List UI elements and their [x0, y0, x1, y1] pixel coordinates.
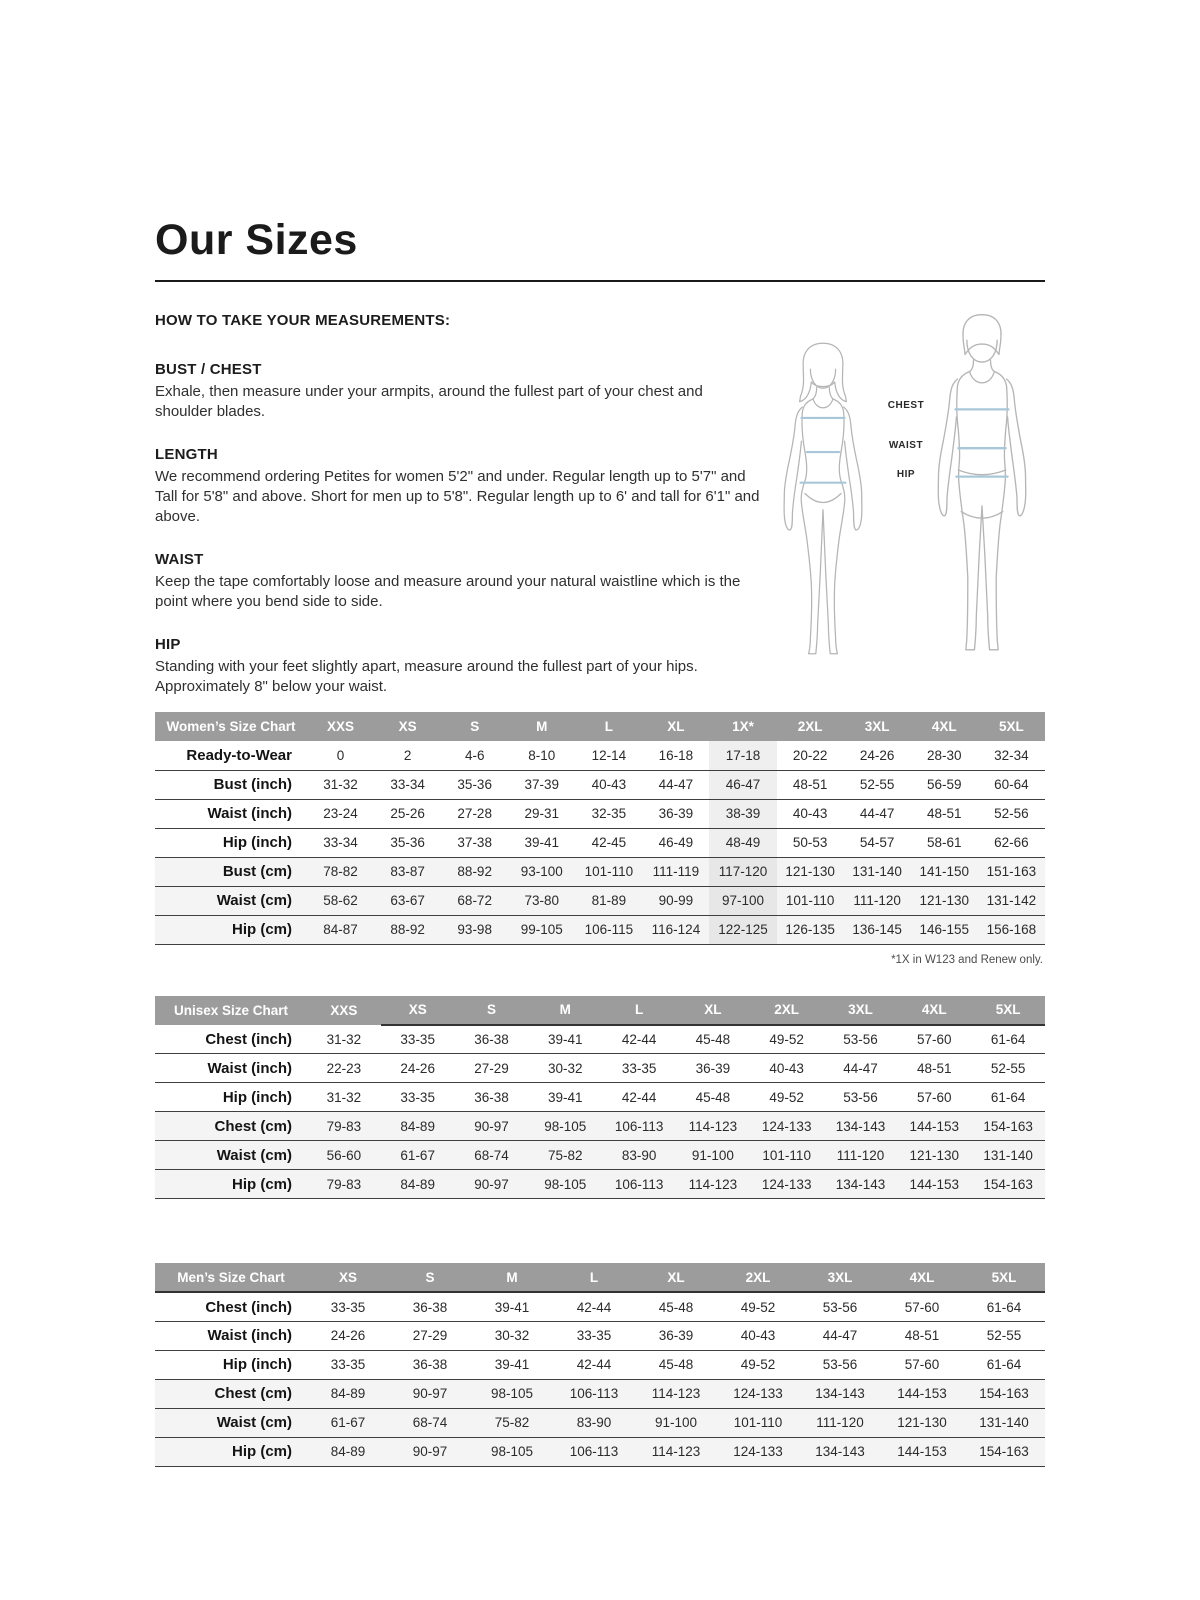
man-figure-illustration: [911, 310, 1053, 664]
size-cell: 52-55: [859, 777, 895, 793]
section-body: Exhale, then measure under your armpits, around the fullest part of your chest and shoulder blades.: [155, 383, 703, 420]
column-header: M: [471, 1263, 553, 1292]
size-cell: 63-67: [390, 893, 425, 909]
column-header: 3XL: [799, 1263, 881, 1292]
unisex-size-table: [155, 996, 1045, 1200]
size-cell: 134-143: [835, 1176, 886, 1192]
section-body: Standing with your feet slightly apart, measure around the fullest part of your hips. Approximately 8" below your waist.: [155, 657, 698, 695]
table-title: Men’s Size Chart: [155, 1263, 307, 1292]
size-cell: 111-120: [836, 1147, 885, 1163]
page-title: Our Sizes: [155, 216, 1045, 282]
size-cell: 56-60: [326, 1147, 362, 1163]
size-cell: 116-124: [651, 922, 701, 938]
size-cell: 111-120: [853, 893, 901, 909]
size-cell: 151-163: [986, 864, 1037, 880]
table-row: [155, 1025, 1045, 1054]
section-waist: [155, 551, 760, 612]
column-header: 2XL: [777, 712, 844, 741]
size-cell: 36-39: [658, 806, 694, 822]
table-footnote: *1X in W123 and Renew only.: [891, 953, 1043, 966]
size-cell: 36-39: [695, 1060, 731, 1076]
size-cell: 42-45: [591, 835, 627, 851]
column-header: XXS: [307, 996, 381, 1025]
size-cell: 98-105: [544, 1118, 587, 1134]
column-header: S: [389, 1263, 471, 1292]
section-body: Keep the tape comfortably loose and measure around your natural waistline which is the point where you bend side to side.: [155, 572, 741, 610]
size-cell: 2: [403, 748, 412, 764]
table-title: Women’s Size Chart: [155, 712, 307, 741]
size-cell: 75-82: [548, 1147, 583, 1163]
column-header: S: [455, 996, 529, 1025]
column-header: XL: [635, 1263, 717, 1292]
size-cell: 88-92: [457, 864, 492, 880]
table-row: [155, 886, 1045, 915]
size-cell: 37-39: [524, 777, 560, 793]
column-header: XL: [642, 712, 709, 741]
size-cell: 106-113: [569, 1444, 619, 1460]
size-cell: 45-48: [658, 1357, 694, 1373]
column-header: S: [441, 712, 508, 741]
size-cell: 99-105: [520, 922, 563, 938]
size-cell: 35-36: [390, 835, 425, 851]
size-cell: 101-110: [733, 1415, 783, 1431]
size-cell: 111-119: [652, 864, 700, 880]
section-hip: [155, 636, 760, 697]
size-cell: 101-110: [762, 1147, 811, 1163]
column-header: 1X*: [709, 712, 776, 741]
size-cell: 122-125: [709, 915, 776, 944]
size-cell: 48-49: [709, 828, 776, 857]
column-header: XS: [374, 712, 441, 741]
column-header: XXS: [307, 712, 374, 741]
size-cell: 44-47: [843, 1060, 878, 1076]
size-cell: 68-74: [474, 1147, 509, 1163]
size-cell: 124-133: [733, 1386, 783, 1402]
woman-measure-lines: [801, 418, 846, 483]
table-header-row: [155, 996, 1045, 1025]
size-cell: 40-43: [740, 1328, 776, 1344]
size-cell: 84-89: [400, 1176, 435, 1192]
size-cell: 121-130: [785, 864, 835, 880]
row-label: Hip (cm): [232, 1443, 292, 1461]
table-row: [155, 741, 1045, 770]
size-cell: 30-32: [548, 1060, 583, 1076]
row-label: Bust (inch): [213, 776, 292, 794]
size-cell: 40-43: [591, 777, 627, 793]
size-cell: 68-72: [457, 893, 492, 909]
size-cell: 131-140: [852, 864, 902, 880]
size-cell: 39-41: [548, 1089, 583, 1105]
table-row: [155, 1112, 1045, 1141]
size-cell: 136-145: [852, 922, 902, 938]
size-cell: 61-64: [986, 1299, 1022, 1315]
size-cell: 141-150: [919, 864, 970, 880]
size-cell: 90-97: [474, 1118, 509, 1134]
row-label: Hip (cm): [232, 1175, 292, 1193]
column-header: 4XL: [897, 996, 971, 1025]
column-header: 4XL: [881, 1263, 963, 1292]
size-cell: 91-100: [691, 1147, 734, 1163]
size-cell: 84-89: [330, 1386, 366, 1402]
column-header: M: [528, 996, 602, 1025]
size-cell: 124-133: [761, 1176, 812, 1192]
size-cell: 114-123: [651, 1386, 701, 1402]
size-cell: 20-22: [792, 748, 828, 764]
size-cell: 42-44: [576, 1357, 612, 1373]
size-cell: 49-52: [769, 1089, 804, 1105]
size-cell: 31-32: [326, 1031, 362, 1047]
row-label: Ready-to-Wear: [186, 747, 292, 765]
size-cell: 4-6: [464, 748, 485, 764]
size-cell: 16-18: [658, 748, 694, 764]
size-cell: 45-48: [658, 1299, 694, 1315]
size-cell: 35-36: [457, 777, 492, 793]
size-cell: 29-31: [524, 806, 560, 822]
size-cell: 33-34: [390, 777, 425, 793]
row-label: Waist (inch): [207, 1059, 292, 1077]
size-cell: 91-100: [654, 1415, 698, 1431]
size-cell: 23-24: [323, 806, 358, 822]
size-cell: 50-53: [792, 835, 828, 851]
row-label: Waist (inch): [207, 805, 292, 823]
size-cell: 48-51: [792, 777, 828, 793]
size-cell: 48-51: [926, 806, 962, 822]
size-cell: 12-14: [591, 748, 627, 764]
size-cell: 131-142: [986, 893, 1037, 909]
size-cell: 121-130: [919, 893, 970, 909]
size-cell: 31-32: [326, 1089, 362, 1105]
column-header: L: [575, 712, 642, 741]
size-cell: 32-34: [994, 748, 1029, 764]
column-header: 3XL: [844, 712, 911, 741]
size-cell: 42-44: [621, 1089, 657, 1105]
size-cell: 30-32: [494, 1328, 530, 1344]
measurement-instructions: [155, 312, 760, 696]
size-cell: 134-143: [835, 1118, 886, 1134]
size-cell: 144-153: [897, 1444, 947, 1460]
size-cell: 53-56: [843, 1089, 878, 1105]
how-to-heading: HOW TO TAKE YOUR MEASUREMENTS:: [155, 312, 451, 329]
table-row: [155, 1054, 1045, 1083]
size-cell: 106-113: [614, 1176, 664, 1192]
size-cell: 40-43: [769, 1060, 804, 1076]
size-cell: 57-60: [904, 1357, 940, 1373]
section-length: [155, 446, 760, 527]
row-label: Chest (cm): [214, 1117, 292, 1135]
size-cell: 33-35: [330, 1357, 366, 1373]
size-cell: 36-38: [474, 1032, 509, 1048]
size-cell: 53-56: [843, 1032, 878, 1048]
size-cell: 88-92: [390, 922, 425, 938]
size-cell: 58-61: [926, 835, 962, 851]
row-label: Bust (cm): [222, 863, 292, 881]
size-cell: 48-51: [917, 1060, 952, 1076]
size-cell: 61-64: [990, 1089, 1026, 1105]
size-cell: 98-105: [544, 1176, 587, 1192]
size-cell: 93-100: [520, 864, 563, 880]
size-cell: 106-115: [584, 922, 634, 938]
table-row: [155, 915, 1045, 944]
section-heading: LENGTH: [155, 445, 218, 463]
row-label: Hip (inch): [222, 1356, 292, 1374]
size-cell: 39-41: [494, 1357, 530, 1373]
column-header: 5XL: [963, 1263, 1045, 1292]
size-cell: 60-64: [994, 777, 1029, 793]
size-cell: 134-143: [815, 1444, 865, 1460]
size-cell: 36-39: [658, 1328, 694, 1344]
size-cell: 154-163: [979, 1386, 1029, 1402]
size-cell: 33-34: [323, 835, 358, 851]
size-cell: 84-89: [330, 1444, 366, 1460]
size-cell: 52-56: [994, 806, 1029, 822]
size-cell: 27-28: [457, 806, 492, 822]
size-cell: 48-51: [904, 1328, 940, 1344]
size-cell: 131-140: [983, 1147, 1033, 1163]
size-cell: 131-140: [979, 1415, 1029, 1431]
table-row: [155, 1437, 1045, 1466]
size-cell: 154-163: [983, 1176, 1033, 1192]
woman-figure-illustration: [760, 332, 886, 664]
size-cell: 54-57: [859, 835, 895, 851]
table-header-row: [155, 1263, 1045, 1292]
size-cell: 44-47: [859, 806, 895, 822]
size-cell: 134-143: [815, 1386, 865, 1402]
row-label: Chest (inch): [205, 1298, 292, 1316]
size-cell: 98-105: [490, 1444, 534, 1460]
size-cell: 27-29: [412, 1328, 448, 1344]
size-cell: 45-48: [695, 1089, 731, 1105]
table-row: [155, 1379, 1045, 1408]
size-cell: 25-26: [390, 806, 425, 822]
size-cell: 90-97: [474, 1176, 509, 1192]
table-row: [155, 857, 1045, 886]
size-cell: 117-120: [709, 857, 776, 886]
size-cell: 126-135: [785, 922, 835, 938]
womens-size-table: [155, 712, 1045, 945]
column-header: 5XL: [978, 712, 1045, 741]
size-cell: 36-38: [474, 1089, 509, 1105]
size-cell: 98-105: [490, 1386, 534, 1402]
size-cell: 52-55: [990, 1060, 1026, 1076]
size-cell: 37-38: [457, 835, 492, 851]
size-cell: 83-87: [390, 864, 425, 880]
size-cell: 156-168: [986, 922, 1037, 938]
size-cell: 90-99: [658, 893, 694, 909]
size-cell: 83-90: [576, 1415, 612, 1431]
mens-size-table: [155, 1263, 1045, 1467]
size-cell: 90-97: [412, 1386, 448, 1402]
size-cell: 114-123: [651, 1444, 701, 1460]
table-row: [155, 1321, 1045, 1350]
size-cell: 42-44: [576, 1299, 612, 1315]
size-cell: 144-153: [909, 1176, 960, 1192]
size-cell: 61-64: [990, 1032, 1026, 1048]
row-label: Hip (cm): [232, 921, 292, 939]
column-header: 2XL: [750, 996, 824, 1025]
size-cell: 144-153: [897, 1386, 947, 1402]
size-cell: 24-26: [859, 748, 895, 764]
size-cell: 33-35: [330, 1299, 366, 1315]
size-cell: 84-87: [323, 922, 358, 938]
size-cell: 78-82: [323, 864, 358, 880]
size-cell: 61-67: [400, 1147, 435, 1163]
section-heading: WAIST: [155, 550, 204, 568]
size-cell: 93-98: [457, 922, 492, 938]
size-cell: 27-29: [474, 1060, 509, 1076]
column-header: M: [508, 712, 575, 741]
table-row: [155, 1350, 1045, 1379]
table-row: [155, 1408, 1045, 1437]
section-body: We recommend ordering Petites for women 5'2" and under. Regular length up to 5'7" and Tall for 5'8" and above. Short for men up to 5'8". Regular length up to 6' and tall for 6'1" and above.: [155, 467, 760, 525]
size-cell: 53-56: [822, 1299, 858, 1315]
table-row: [155, 770, 1045, 799]
size-cell: 121-130: [897, 1415, 947, 1431]
size-cell: 154-163: [979, 1444, 1029, 1460]
size-cell: 79-83: [326, 1118, 362, 1134]
table-row: [155, 799, 1045, 828]
size-cell: 83-90: [621, 1147, 657, 1163]
section-heading: BUST / CHEST: [155, 361, 262, 378]
size-cell: 33-35: [576, 1328, 612, 1344]
man-measure-lines: [955, 409, 1008, 476]
section-bust-chest: [155, 361, 760, 422]
column-header: 3XL: [824, 996, 898, 1025]
size-cell: 46-47: [709, 770, 776, 799]
size-cell: 33-35: [621, 1060, 657, 1076]
column-header: L: [553, 1263, 635, 1292]
table-row: [155, 1141, 1045, 1170]
size-cell: 101-110: [584, 864, 634, 880]
intro-row: [155, 312, 1045, 696]
size-cell: 58-62: [323, 893, 358, 909]
row-label: Waist (inch): [207, 1327, 292, 1345]
table-header-row: [155, 712, 1045, 741]
size-cell: 52-55: [986, 1328, 1022, 1344]
size-cell: 154-163: [983, 1118, 1033, 1134]
size-cell: 97-100: [709, 886, 776, 915]
size-cell: 68-74: [412, 1415, 448, 1431]
table-row: [155, 1292, 1045, 1321]
size-cell: 0: [336, 748, 345, 764]
size-cell: 124-133: [761, 1118, 812, 1134]
chest-label: CHEST: [887, 400, 925, 411]
size-cell: 106-113: [569, 1386, 619, 1402]
size-cell: 114-123: [688, 1118, 738, 1134]
size-cell: 61-67: [330, 1415, 366, 1431]
size-cell: 28-30: [926, 748, 962, 764]
size-cell: 79-83: [326, 1176, 362, 1192]
size-cell: 144-153: [909, 1118, 960, 1134]
column-header: L: [602, 996, 676, 1025]
column-header: XL: [676, 996, 750, 1025]
column-header: 4XL: [911, 712, 978, 741]
row-label: Waist (cm): [216, 1146, 292, 1164]
size-cell: 62-66: [994, 835, 1029, 851]
row-label: Waist (cm): [216, 1414, 292, 1432]
row-label: Chest (cm): [214, 1385, 292, 1403]
column-header: 2XL: [717, 1263, 799, 1292]
table-title: Unisex Size Chart: [155, 996, 307, 1025]
table-row: [155, 828, 1045, 857]
size-cell: 44-47: [658, 777, 694, 793]
size-cell: 56-59: [926, 777, 962, 793]
hip-label: HIP: [896, 469, 916, 480]
size-cell: 31-32: [323, 777, 358, 793]
size-cell: 57-60: [917, 1089, 952, 1105]
size-cell: 38-39: [709, 799, 776, 828]
size-cell: 22-23: [326, 1060, 362, 1076]
size-cell: 121-130: [909, 1147, 960, 1163]
size-cell: 49-52: [769, 1032, 804, 1048]
column-header: XS: [307, 1263, 389, 1292]
size-cell: 124-133: [733, 1444, 783, 1460]
size-cell: 61-64: [986, 1357, 1022, 1373]
size-cell: 17-18: [709, 741, 776, 770]
size-cell: 24-26: [400, 1060, 435, 1076]
size-cell: 44-47: [822, 1328, 858, 1344]
section-heading: HIP: [155, 635, 181, 653]
row-label: Hip (inch): [222, 834, 292, 852]
size-cell: 73-80: [524, 893, 560, 909]
table-row: [155, 1083, 1045, 1112]
column-header: XS: [381, 996, 455, 1025]
size-cell: 90-97: [412, 1444, 448, 1460]
size-cell: 57-60: [904, 1299, 940, 1315]
size-cell: 111-120: [816, 1415, 864, 1431]
size-cell: 33-35: [400, 1032, 435, 1048]
size-cell: 53-56: [822, 1357, 858, 1373]
size-cell: 8-10: [528, 748, 556, 764]
row-label: Waist (cm): [216, 892, 292, 910]
size-cell: 32-35: [591, 806, 627, 822]
size-cell: 101-110: [785, 893, 835, 909]
size-cell: 106-113: [614, 1118, 664, 1134]
size-cell: 45-48: [695, 1032, 731, 1048]
row-label: Hip (inch): [222, 1088, 292, 1106]
table-row: [155, 1170, 1045, 1199]
column-header: 5XL: [971, 996, 1045, 1025]
size-cell: 75-82: [494, 1415, 530, 1431]
row-label: Chest (inch): [205, 1030, 292, 1048]
size-cell: 33-35: [400, 1089, 435, 1105]
size-cell: 49-52: [740, 1299, 776, 1315]
size-cell: 84-89: [400, 1118, 435, 1134]
size-cell: 39-41: [494, 1299, 530, 1315]
size-cell: 39-41: [548, 1032, 583, 1048]
size-cell: 114-123: [688, 1176, 738, 1192]
size-cell: 40-43: [792, 806, 828, 822]
size-cell: 36-38: [412, 1357, 448, 1373]
size-cell: 146-155: [919, 922, 970, 938]
size-cell: 46-49: [658, 835, 694, 851]
size-cell: 57-60: [917, 1032, 952, 1048]
size-cell: 36-38: [412, 1299, 448, 1315]
waist-label: WAIST: [888, 440, 924, 451]
size-cell: 42-44: [621, 1032, 657, 1048]
size-cell: 24-26: [330, 1328, 366, 1344]
size-cell: 49-52: [740, 1357, 776, 1373]
size-cell: 39-41: [524, 835, 560, 851]
measurement-figures: [760, 304, 1045, 664]
size-cell: 81-89: [591, 893, 627, 909]
